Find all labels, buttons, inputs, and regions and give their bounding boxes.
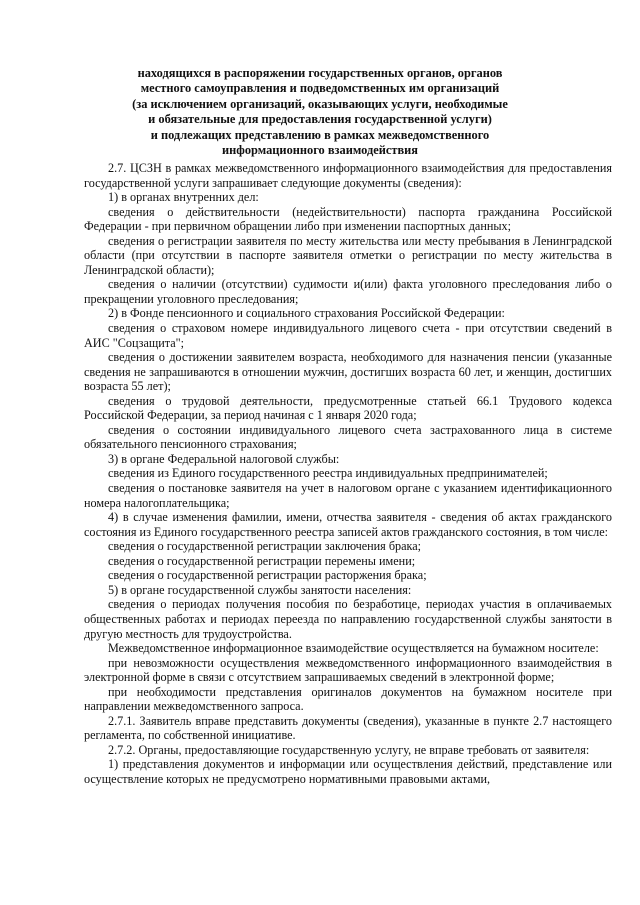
paragraph: сведения о достижении заявителем возраста, необходимого для назначения пенсии (указанные сведения не запрашиваются в отношении мужчин, достигших возраста 60 лет, и женщин, достигших возраста 55 лет); [84,350,612,394]
paragraph: при необходимости представления оригиналов документов на бумажном носителе при направлении межведомственного запроса. [84,684,612,714]
heading-line: (за исключением организаций, оказывающих услуги, необходимые [132,96,508,111]
heading-line: местного самоуправления и подведомственных им организаций [140,81,500,96]
paragraph: при невозможности осуществления межведомственного информационного взаимодействия в электронной форме в связи с отсутствием запрашиваемых сведений в электронной форме; [84,655,612,685]
paragraph: сведения о наличии (отсутствии) судимости и(или) факта уголовного преследования либо о прекращении уголовного преследования; [84,277,612,306]
paragraph: сведения о государственной регистрации заключения брака; [108,539,422,554]
paragraph-2-7-1: 2.7.1. Заявитель вправе представить документы (сведения), указанные в пункте 2.7 настоящего регламента, по собственной инициативе. [84,713,612,743]
paragraph: сведения о действительности (недействительности) паспорта гражданина Российской Федерации - при первичном обращении либо при изменении паспортных данных; [84,204,612,234]
heading-line: информационного взаимодействия [221,143,418,158]
paragraph: сведения о трудовой деятельности, предусмотренные статьей 66.1 Трудового кодекса Российской Федерации, за период начиная с 1 января 2020 года; [84,393,612,423]
list-item-civil-status: 4) в случае изменения фамилии, имени, отчества заявителя - сведения об актах гражданского состояния из Единого государственного реестра записей актов гражданского состояния, в том числе: [84,510,612,539]
paragraph: 1) представления документов и информации или осуществления действий, представление или осуществление которых не предусмотрено нормативными правовыми актами, [84,757,612,786]
heading-line: и подлежащих представлению в рамках межведомственного [150,127,490,142]
list-item-tax-service: 3) в органе Федеральной налоговой службы: [108,451,340,466]
paragraph: сведения о регистрации заявителя по месту жительства или месту пребывания в Ленинградской области (при отсутствии в паспорте заявителя отметки о регистрации по месту жительства в Ленинградской области); [84,233,612,277]
list-item-employment-service: 5) в органе государственной службы занятости населения: [108,582,412,597]
paragraph: сведения о состоянии индивидуального лицевого счета застрахованного лица в системе обязательного пенсионного страхования; [84,422,612,452]
paragraph: сведения из Единого государственного реестра индивидуальных предпринимателей; [108,466,548,481]
paragraph: Межведомственное информационное взаимодействие осуществляется на бумажном носителе: [108,641,599,656]
heading-line: находящихся в распоряжении государственных органов, органов [137,66,503,80]
paragraph: сведения о государственной регистрации перемены имени; [108,553,416,568]
list-item-internal-affairs: 1) в органах внутренних дел: [108,190,259,205]
paragraph-2-7: 2.7. ЦСЗН в рамках межведомственного информационного взаимодействия для предоставления государственной услуги запрашивает следующие документы (сведения): [84,161,612,190]
paragraph: сведения о постановке заявителя на учет в налоговом органе с указанием идентификационного номера налогоплательщика; [84,481,612,510]
paragraph: сведения о периодах получения пособия по безработице, периодах участия в оплачиваемых общественных работах и периодах переезда по направлению государственной службы занятости в другую местность для трудоустройства. [84,597,612,641]
paragraph: сведения о страховом номере индивидуального лицевого счета - при отсутствии сведений в АИС "Соцзащита"; [84,321,612,350]
list-item-pension-fund: 2) в Фонде пенсионного и социального страхования Российской Федерации: [108,306,505,321]
paragraph: сведения о государственной регистрации расторжения брака; [108,568,427,583]
paragraph-2-7-2: 2.7.2. Органы, предоставляющие государственную услугу, не вправе требовать от заявителя: [108,742,590,757]
section-heading [60,66,580,158]
heading-line: и обязательные для предоставления государственной услуги) [148,112,492,127]
document-body [84,161,612,787]
